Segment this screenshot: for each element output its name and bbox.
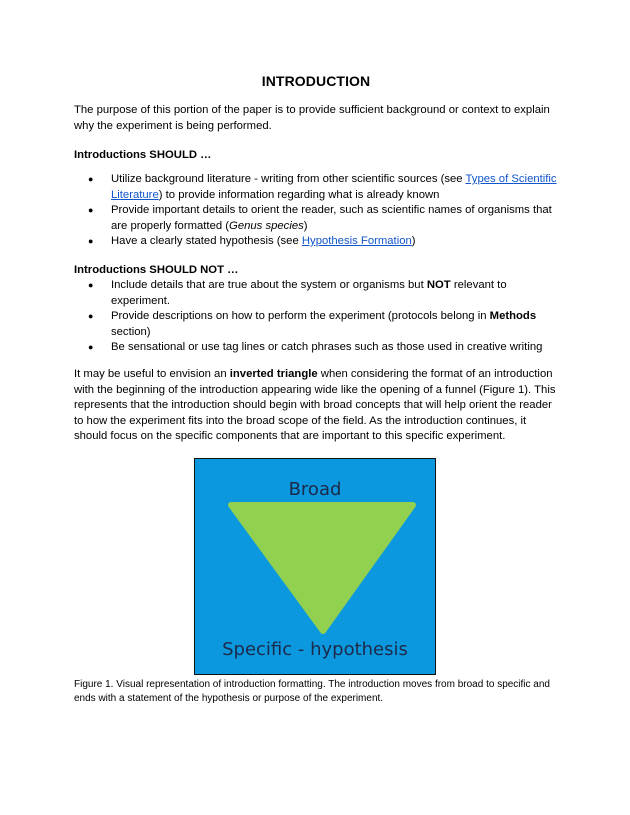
- list-item: ● Have a clearly stated hypothesis (see Hypothesis Formation): [74, 234, 558, 250]
- page-title: INTRODUCTION: [261, 73, 371, 89]
- list-item: ● Include details that are true about the system or organisms but NOT relevant to experiment.: [88, 279, 507, 307]
- list-item: ● Be sensational or use tag lines or catch phrases such as those used in creative writing: [74, 340, 558, 356]
- should-not-heading: Introductions SHOULD NOT …: [74, 264, 239, 276]
- list-item: ● Utilize background literature - writing from other scientific sources (see Types of Scientific Literature) to provide information regarding what is already known: [88, 173, 557, 201]
- funnel-paragraph: It may be useful to envision an inverted triangle when considering the format of an introduction with the beginning of the introduction appearing wide like the opening of a funnel (Figure 1). This represents that the introduction should begin with broad concepts that will help orient the reader to how the experiment fits into the broad scope of the field. As the introduction continues, it should focus on the specific components that are important to this specific experiment.: [74, 368, 556, 442]
- figure-label-specific: Specific - hypothesis: [222, 639, 408, 660]
- should-list: [74, 172, 558, 250]
- figure-label-broad: Broad: [288, 479, 342, 500]
- should-not-list: [74, 278, 558, 356]
- figure-caption: Figure 1. Visual representation of introduction formatting. The introduction moves from broad to specific and ends with a statement of the hypothesis or purpose of the experiment.: [74, 679, 550, 704]
- inverted-triangle: [231, 505, 413, 631]
- link-hypothesis-formation[interactable]: Hypothesis Formation: [301, 235, 412, 247]
- bullet-icon: ●: [88, 342, 94, 352]
- list-item: ● Provide important details to orient the reader, such as scientific names of organisms that are properly formatted (Genus species): [88, 204, 552, 232]
- bullet-icon: ●: [88, 205, 94, 215]
- bullet-icon: ●: [88, 236, 94, 246]
- funnel-figure: [194, 458, 436, 675]
- should-heading: Introductions SHOULD …: [74, 149, 212, 161]
- link-types-of-scientific-literature[interactable]: Types of Scientific Literature: [111, 173, 557, 201]
- list-item: ● Provide descriptions on how to perform the experiment (protocols belong in Methods section): [88, 310, 537, 338]
- bullet-icon: ●: [88, 174, 94, 184]
- intro-paragraph: The purpose of this portion of the paper is to provide sufficient background or context to explain why the experiment is being performed.: [74, 104, 550, 132]
- bullet-icon: ●: [88, 311, 94, 321]
- bullet-icon: ●: [88, 280, 94, 290]
